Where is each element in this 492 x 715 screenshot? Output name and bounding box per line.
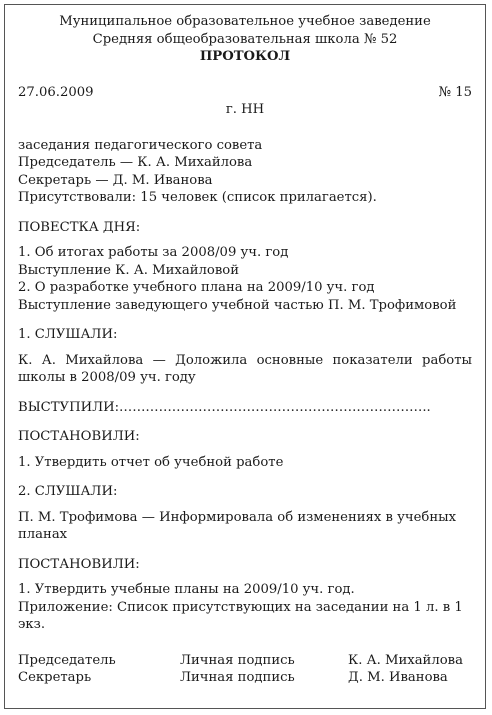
section1-heard-text: К. А. Михайлова — Доложила основные показатели работы школы в 2008/09 уч. году bbox=[18, 352, 472, 385]
signature-row-chairman bbox=[18, 652, 472, 670]
document-city: г. НН bbox=[225, 102, 265, 117]
agenda-item-2: 2. О разработке учебного плана на 2009/10 уч. год bbox=[18, 280, 375, 295]
section2-heard-heading: 2. СЛУШАЛИ: bbox=[18, 484, 118, 499]
section1-resolved-text: 1. Утвердить отчет об учебной работе bbox=[18, 454, 284, 470]
agenda-heading: ПОВЕСТКА ДНЯ: bbox=[18, 219, 141, 235]
signatures-block bbox=[18, 652, 472, 687]
signature-placeholder: Личная подпись bbox=[180, 652, 295, 668]
agenda-item-2-speaker: Выступление заведующего учебной частью П. М. Трофимовой bbox=[18, 297, 457, 313]
document-number: № 15 bbox=[438, 84, 472, 100]
section2-heard-text: П. М. Трофимова — Информировала об изменениях в учебных планах bbox=[18, 509, 457, 542]
document-page bbox=[4, 4, 486, 709]
section1-heard-heading: 1. СЛУШАЛИ: bbox=[18, 327, 118, 342]
section2-resolved-block bbox=[18, 581, 472, 634]
section1-resolved-heading: ПОСТАНОВИЛИ: bbox=[18, 429, 140, 444]
signature-role: Секретарь bbox=[18, 670, 92, 685]
attendance-line: Присутствовали: 15 человек (список прилагается). bbox=[18, 190, 377, 205]
signature-name: Д. М. Иванова bbox=[348, 670, 448, 685]
signature-placeholder: Личная подпись bbox=[180, 670, 295, 685]
organization-name-line1: Муниципальное образовательное учебное заведение bbox=[59, 14, 431, 29]
section2-resolved-text: 1. Утвердить учебные планы на 2009/10 уч. год. bbox=[18, 582, 355, 597]
agenda-item-1: 1. Об итогах работы за 2008/09 уч. год bbox=[18, 245, 289, 260]
document-date: 27.06.2009 bbox=[18, 84, 94, 100]
intro-block bbox=[18, 137, 472, 207]
agenda-block bbox=[18, 244, 472, 314]
document-title: ПРОТОКОЛ bbox=[199, 49, 291, 64]
signature-role: Председатель bbox=[18, 652, 116, 668]
document-content bbox=[18, 13, 472, 687]
meeting-name: заседания педагогического совета bbox=[18, 137, 263, 153]
organization-name-line2: Средняя общеобразовательная школа № 52 bbox=[92, 31, 398, 47]
section2-attachment: Приложение: Список присутствующих на заседании на 1 л. в 1 экз. bbox=[18, 599, 463, 632]
date-number-row bbox=[18, 84, 472, 102]
secretary-line: Секретарь — Д. М. Иванова bbox=[18, 172, 213, 188]
signature-row-secretary bbox=[18, 669, 472, 687]
signature-name: К. А. Михайлова bbox=[348, 652, 463, 668]
chairman-line: Председатель — К. А. Михайлова bbox=[18, 155, 253, 170]
agenda-item-1-speaker: Выступление К. А. Михайловой bbox=[18, 262, 239, 278]
section2-resolved-heading: ПОСТАНОВИЛИ: bbox=[18, 556, 140, 572]
section1-spoke: ВЫСТУПИЛИ:…………………………………………………………….. bbox=[18, 399, 431, 415]
